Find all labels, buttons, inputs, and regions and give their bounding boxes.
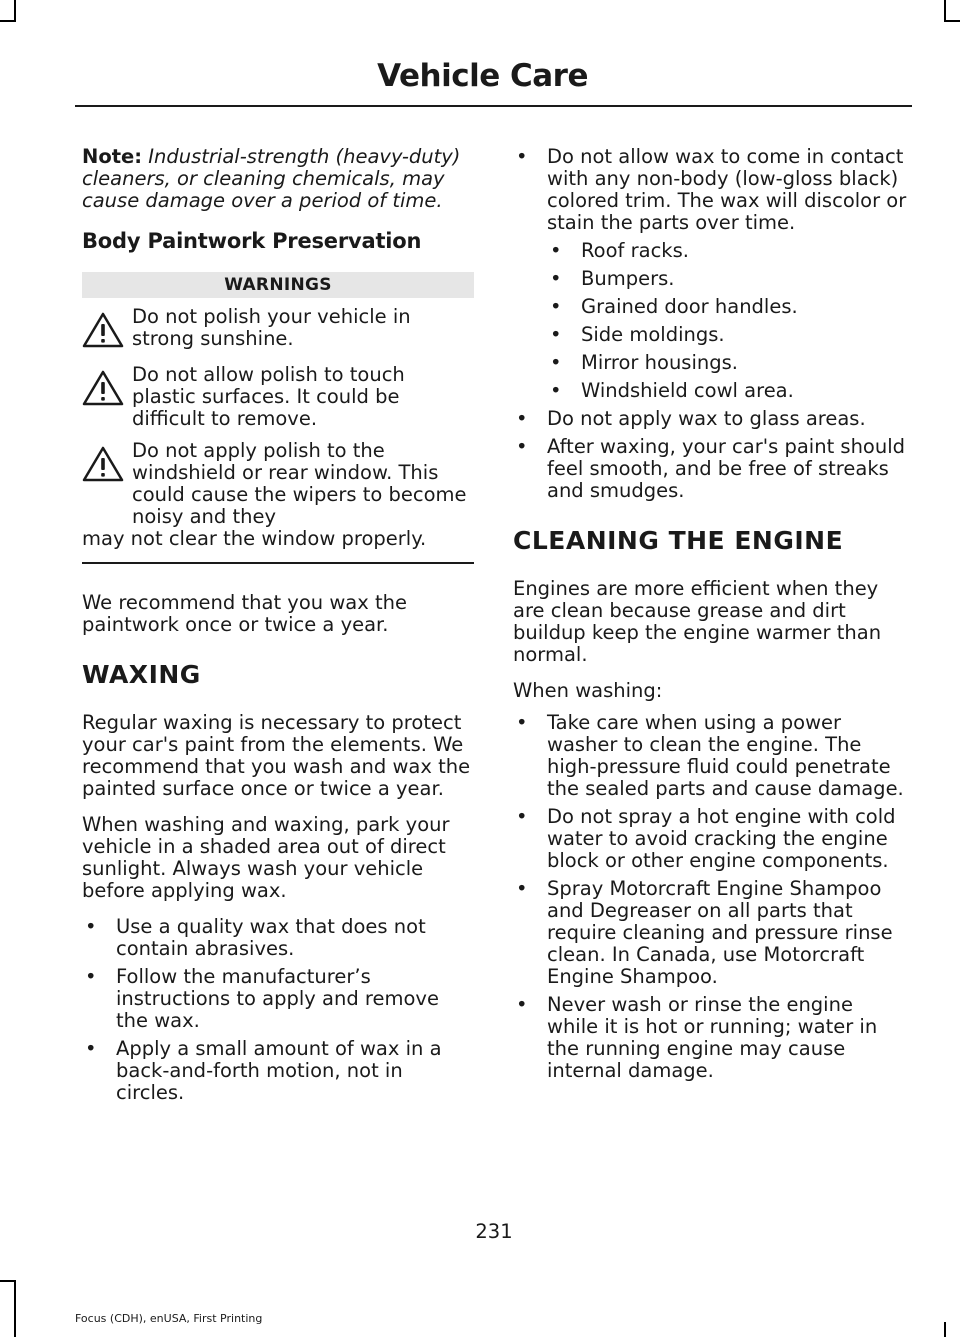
crop-mark — [0, 1280, 16, 1282]
bullet: • — [516, 877, 528, 900]
bullet: • — [550, 239, 562, 262]
warning-text-continued: may not clear the window properly. — [82, 527, 427, 550]
engine-heading: CLEANING THE ENGINE — [513, 526, 844, 555]
list-item: • After waxing, your car's paint should feel smooth, and be free of streaks and smudges. — [516, 435, 906, 502]
list-item: • Grained door handles. — [550, 295, 798, 318]
warning-text: Do not polish your vehicle in strong sunshine. — [132, 305, 411, 350]
engine-list — [513, 712, 907, 1082]
warning-triangle-icon — [82, 370, 124, 406]
list-item: • Spray Motorcraft Engine Shampoo and Degreaser on all parts that require cleaning and pressure rinse clean. In Canada, use Motorcraft Engine Shampoo. — [516, 877, 893, 988]
list-item: • Use a quality wax that does not contain abrasives. — [85, 915, 426, 960]
list-item: • Follow the manufacturer’s instructions to apply and remove the wax. — [85, 965, 439, 1032]
list-item: • Never wash or rinse the engine while it is hot or running; water in the running engine may cause internal damage. — [516, 993, 878, 1082]
note — [82, 146, 474, 212]
warning-text: Do not allow polish to touch plastic surfaces. It could be difficult to remove. — [132, 363, 405, 430]
bullet: • — [550, 351, 562, 374]
warning-triangle-icon — [82, 446, 124, 482]
bullet: • — [516, 145, 528, 168]
list-item: • Do not spray a hot engine with cold water to avoid cracking the engine block or other engine components. — [516, 805, 896, 872]
list-item: • Side moldings. — [550, 323, 725, 346]
body-paintwork-heading: Body Paintwork Preservation — [82, 229, 422, 253]
bullet: • — [516, 435, 528, 458]
right-column — [513, 146, 907, 1096]
page-number: 231 — [475, 1220, 513, 1243]
list-item: • Windshield cowl area. — [550, 379, 794, 402]
bullet: • — [85, 1037, 97, 1060]
bullet: • — [85, 915, 97, 938]
waxing-list — [82, 916, 474, 1104]
list-item: • Mirror housings. — [550, 351, 738, 374]
bullet: • — [550, 323, 562, 346]
page-title: Vehicle Care — [377, 58, 588, 94]
bullet: • — [516, 805, 528, 828]
bullet: • — [550, 295, 562, 318]
list-item: • Apply a small amount of wax in a back-and-forth motion, not in circles. — [85, 1037, 442, 1104]
warnings-header: WARNINGS — [82, 272, 474, 298]
warning-item — [82, 364, 474, 430]
crop-mark — [944, 0, 946, 20]
engine-paragraph: Engines are more efficient when they are clean because grease and dirt buildup keep the engine warmer than normal. — [513, 577, 882, 666]
bullet: • — [550, 379, 562, 402]
wax-recommendation: We recommend that you wax the paintwork once or twice a year. — [82, 591, 407, 636]
bullet: • — [516, 993, 528, 1016]
bullet: • — [516, 711, 528, 734]
warning-triangle-icon — [82, 312, 124, 348]
note-label: Note: — [82, 145, 143, 168]
crop-mark — [944, 1322, 946, 1337]
warning-item — [82, 440, 474, 550]
warnings-box — [82, 272, 474, 564]
crop-mark — [14, 0, 16, 20]
left-column — [82, 146, 474, 1118]
list-item: • Do not apply wax to glass areas. — [516, 407, 866, 430]
when-washing-label: When washing: — [513, 679, 663, 702]
warnings-rule — [82, 562, 474, 564]
bullet: • — [516, 407, 528, 430]
list-item: • Take care when using a power washer to clean the engine. The high-pressure fluid could penetrate the sealed parts and cause damage. — [516, 711, 904, 800]
bullet: • — [550, 267, 562, 290]
list-item: • Do not allow wax to come in contact with any non-body (low-gloss black) colored trim. The wax will discolor or stain the parts over time. • Roof racks. • Bumpers. • Grained door handles. • Side moldings. • Mirror housings. • Windshield cowl area. — [516, 145, 907, 402]
waxing-paragraph: When washing and waxing, park your vehicle in a shaded area out of direct sunlight. Always wash your vehicle before applying wax. — [82, 813, 450, 902]
header-rule — [75, 105, 912, 107]
list-item: • Bumpers. — [550, 267, 675, 290]
bullet: • — [85, 965, 97, 988]
crop-mark — [14, 1280, 16, 1337]
warning-item — [82, 306, 474, 354]
crop-mark — [944, 20, 960, 22]
waxing-heading: WAXING — [82, 660, 201, 689]
footer-text: Focus (CDH), enUSA, First Printing — [75, 1312, 263, 1325]
trim-list — [547, 240, 907, 402]
note-text: Industrial-strength (heavy-duty) cleaners, or cleaning chemicals, may cause damage over a period of time. — [82, 145, 461, 212]
wax-list — [513, 146, 907, 502]
warning-text: Do not apply polish to the windshield or rear window. This could cause the wipers to become noisy and they — [132, 439, 467, 528]
list-item: • Roof racks. — [550, 239, 689, 262]
crop-mark — [0, 20, 16, 22]
waxing-paragraph: Regular waxing is necessary to protect your car's paint from the elements. We recommend that you wash and wax the painted surface once or twice a year. — [82, 711, 471, 800]
